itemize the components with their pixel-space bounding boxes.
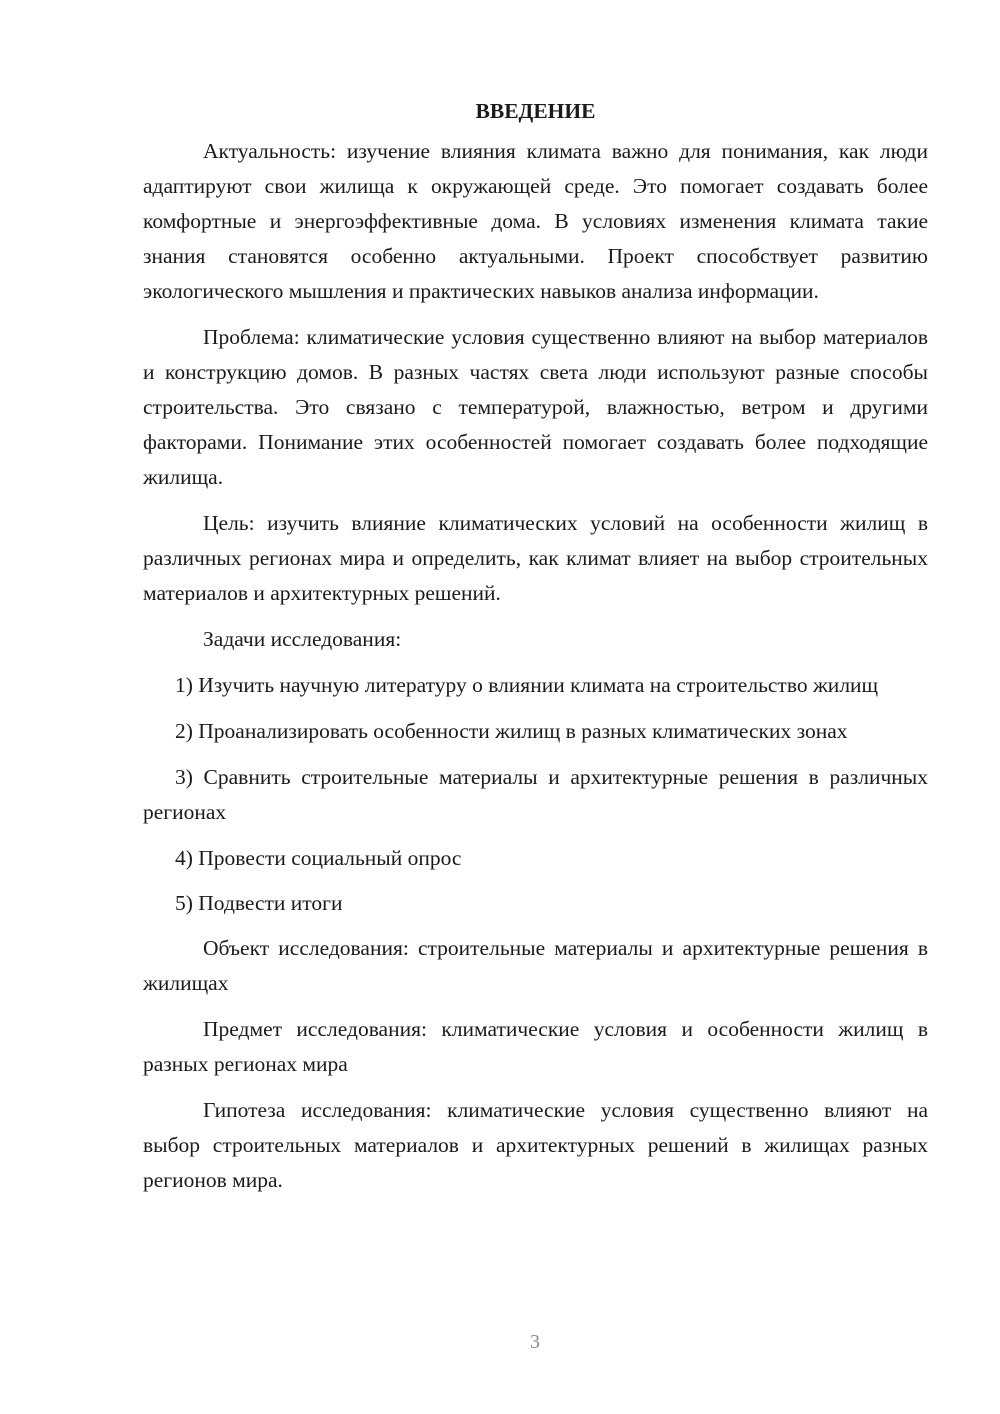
document-page (143, 95, 928, 1209)
relevance-paragraph: Актуальность: изучение влияния климата важно для понимания, как люди адаптируют свои жилища к окружающей среде. Это помогает создавать более комфортные и энергоэффективные дома. В условиях изменения климата такие знания становятся особенно актуальными. Проект способствует развитию экологического мышления и практических навыков анализа информации. (143, 139, 928, 303)
problem-paragraph: Проблема: климатические условия существенно влияют на выбор материалов и конструкцию домов. В разных частях света люди используют разные способы строительства. Это связано с температурой, влажностью, ветром и другими факторами. Понимание этих особенностей помогает создавать более подходящие жилища. (143, 325, 928, 489)
goal-paragraph: Цель: изучить влияние климатических условий на особенности жилищ в различных регионах мира и определить, как климат влияет на выбор строительных материалов и архитектурных решений. (143, 511, 928, 605)
task-item-5: 5) Подвести итоги (175, 891, 343, 915)
page-number: 3 (530, 1331, 540, 1353)
task-item-3: 3) Сравнить строительные материалы и архитектурные решения в различных регионах (143, 765, 928, 824)
subject-paragraph: Предмет исследования: климатические условия и особенности жилищ в разных регионах мира (143, 1017, 928, 1076)
object-paragraph: Объект исследования: строительные материалы и архитектурные решения в жилищах (143, 936, 928, 995)
tasks-heading: Задачи исследования: (203, 627, 402, 651)
task-item-2: 2) Проанализировать особенности жилищ в разных климатических зонах (175, 719, 848, 743)
hypothesis-paragraph: Гипотеза исследования: климатические условия существенно влияют на выбор строительных материалов и архитектурных решений в жилищах разных регионов мира. (143, 1098, 928, 1192)
task-item-4: 4) Провести социальный опрос (175, 846, 462, 870)
task-item-1: 1) Изучить научную литературу о влиянии климата на строительство жилищ (175, 673, 879, 697)
section-title: ВВЕДЕНИЕ (475, 99, 596, 123)
